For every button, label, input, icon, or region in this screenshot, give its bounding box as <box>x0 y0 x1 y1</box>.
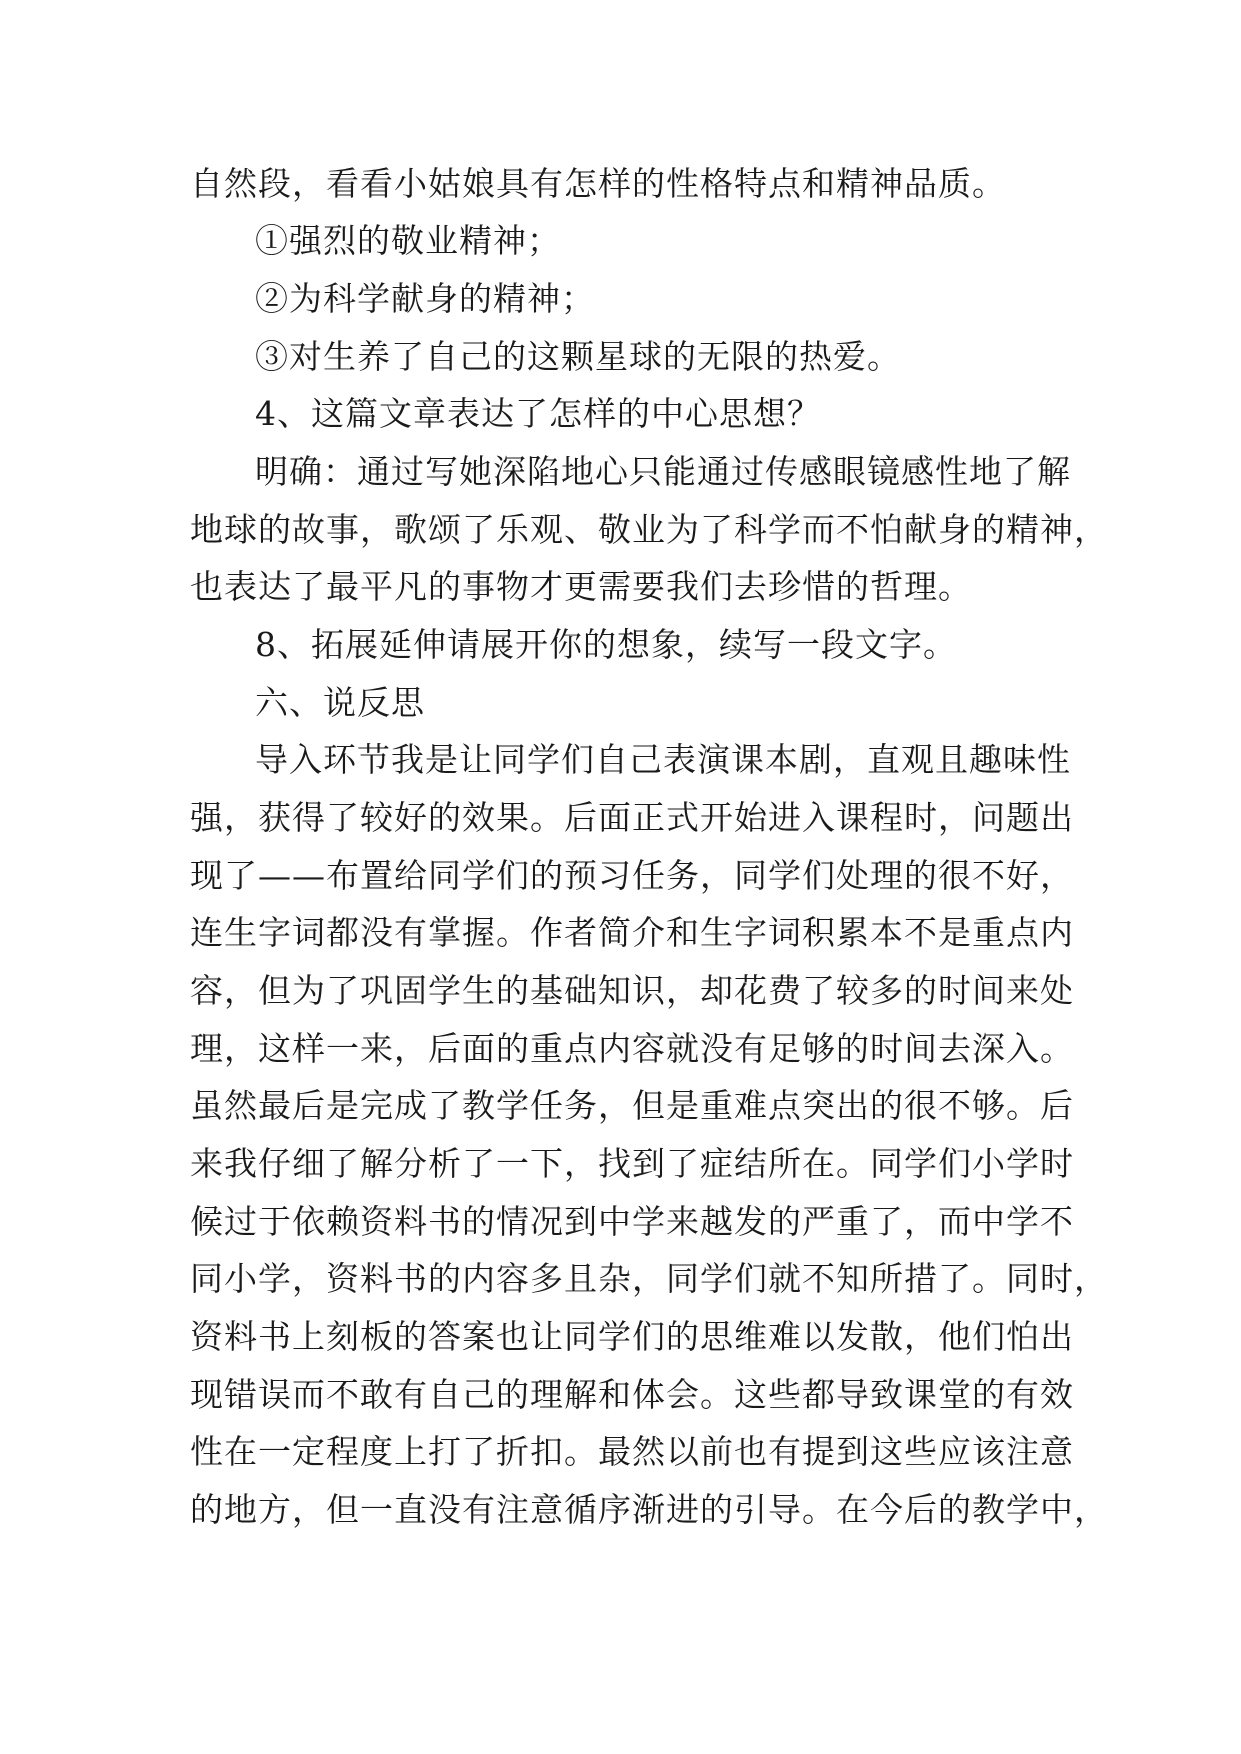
text-line: 自然段，看看小姑娘具有怎样的性格特点和精神品质。 <box>190 164 1006 203</box>
text-line: 也表达了最平凡的事物才更需要我们去珍惜的哲理。 <box>190 567 972 606</box>
text-line: 的地方，但一直没有注意循序渐进的引导。在今后的教学中， <box>190 1490 1108 1529</box>
text-line: 同小学，资料书的内容多且杂，同学们就不知所措了。同时， <box>190 1259 1108 1298</box>
text-line: 明确：通过写她深陷地心只能通过传感眼镜感性地了解 <box>255 452 1071 491</box>
question-heading: 8、拓展延伸请展开你的想象，续写一段文字。 <box>255 625 957 664</box>
text-line: 资料书上刻板的答案也让同学们的思维难以发散，他们怕出 <box>190 1317 1074 1356</box>
text-line: 地球的故事，歌颂了乐观、敬业为了科学而不怕献身的精神， <box>190 510 1108 549</box>
text-line: 导入环节我是让同学们自己表演课本剧，直观且趣味性 <box>255 740 1071 779</box>
list-item: ③对生养了自己的这颗星球的无限的热爱。 <box>255 337 901 376</box>
text-line: 来我仔细了解分析了一下，找到了症结所在。同学们小学时 <box>190 1144 1074 1183</box>
text-line: 连生字词都没有掌握。作者简介和生字词积累本不是重点内 <box>190 913 1074 952</box>
text-line: 现错误而不敢有自己的理解和体会。这些都导致课堂的有效 <box>190 1375 1074 1414</box>
section-heading: 六、说反思 <box>255 683 425 722</box>
list-item: ①强烈的敬业精神； <box>255 221 561 260</box>
list-item: ②为科学献身的精神； <box>255 279 595 318</box>
question-heading: 4、这篇文章表达了怎样的中心思想？ <box>255 394 821 433</box>
text-line: 性在一定程度上打了折扣。最然以前也有提到这些应该注意 <box>190 1432 1074 1471</box>
text-line: 虽然最后是完成了教学任务，但是重难点突出的很不够。后 <box>190 1086 1074 1125</box>
text-line: 容，但为了巩固学生的基础知识，却花费了较多的时间来处 <box>190 971 1074 1010</box>
text-line: 理，这样一来，后面的重点内容就没有足够的时间去深入。 <box>190 1029 1074 1068</box>
text-line: 强，获得了较好的效果。后面正式开始进入课程时，问题出 <box>190 798 1074 837</box>
text-line: 候过于依赖资料书的情况到中学来越发的严重了，而中学不 <box>190 1202 1074 1241</box>
text-line: 现了——布置给同学们的预习任务，同学们处理的很不好， <box>190 856 1074 895</box>
